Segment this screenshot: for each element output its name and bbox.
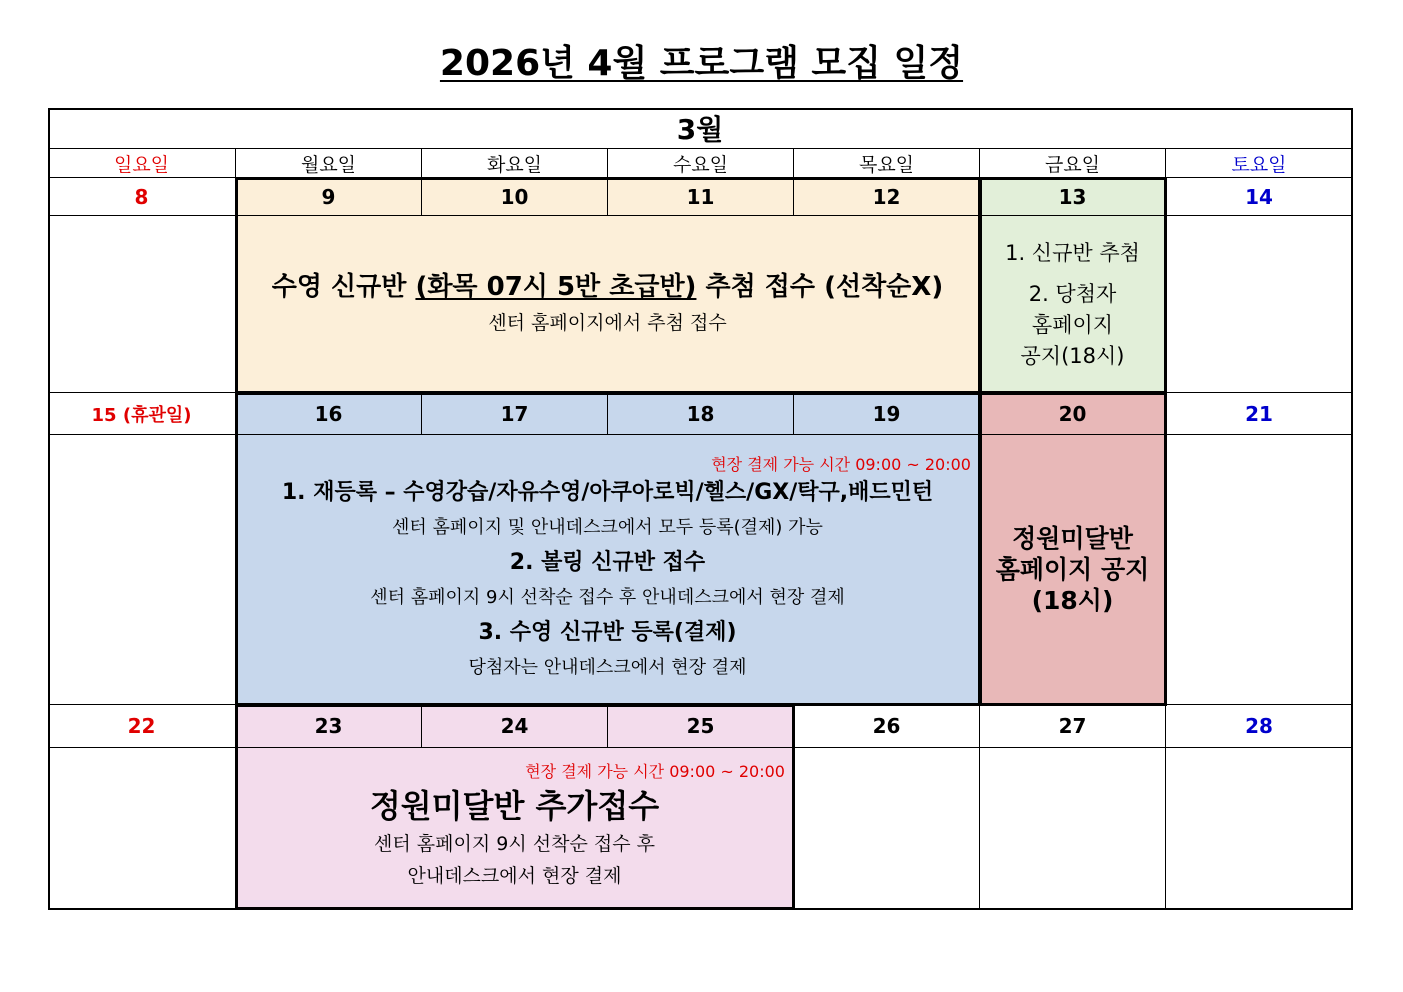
date-cell: 8	[48, 178, 236, 216]
weekday-tue: 화요일	[422, 149, 608, 178]
event-description: 안내데스크에서 현장 결제	[407, 865, 622, 887]
event-title: 정원미달반 추가접수	[369, 787, 660, 825]
date-cell: 27	[980, 705, 1166, 748]
date-cell: 11	[608, 178, 794, 216]
date-cell: 22	[48, 705, 236, 748]
event-title: 수영 신규반 (화목 07시 5반 초급반) 추첨 접수 (선착순X)	[271, 272, 944, 302]
date-cell: 23	[236, 705, 422, 748]
page-title: 2026년 4월 프로그램 모집 일정	[439, 43, 964, 84]
date-cell: 16	[236, 393, 422, 435]
event-item-desc: 센터 홈페이지 및 안내데스크에서 모두 등록(결제) 가능	[392, 517, 823, 538]
date-cell: 28	[1166, 705, 1353, 748]
date-cell: 26	[794, 705, 980, 748]
date-cell: 15 (휴관일)	[48, 393, 236, 435]
date-cell: 10	[422, 178, 608, 216]
date-cell: 21	[1166, 393, 1353, 435]
calendar-table	[48, 108, 1353, 910]
event-lottery-notice: 1. 신규반 추첨 2. 당첨자 홈페이지 공지(18시)	[980, 216, 1166, 393]
date-cell: 12	[794, 178, 980, 216]
weekday-thu: 목요일	[794, 149, 980, 178]
event-description: 센터 홈페이지 9시 선착순 접수 후	[374, 833, 655, 855]
date-cell: 17	[422, 393, 608, 435]
weekday-mon: 월요일	[236, 149, 422, 178]
weekday-fri: 금요일	[980, 149, 1166, 178]
date-cell: 24	[422, 705, 608, 748]
month-header: 3월	[48, 108, 1353, 149]
payment-hours-note: 현장 결제 가능 시간 09:00 ~ 20:00	[711, 455, 971, 474]
date-cell: 13	[980, 178, 1166, 216]
event-item-desc: 당첨자는 안내데스크에서 현장 결제	[468, 657, 747, 678]
event-item-title: 3. 수영 신규반 등록(결제)	[478, 620, 737, 645]
weekday-sun: 일요일	[48, 149, 236, 178]
date-cell: 9	[236, 178, 422, 216]
weekday-sat: 토요일	[1166, 149, 1353, 178]
event-item-title: 1. 재등록 – 수영강습/자유수영/아쿠아로빅/헬스/GX/탁구,배드민턴	[281, 480, 934, 505]
event-item-title: 2. 볼링 신규반 접수	[509, 550, 706, 575]
calendar-frame	[48, 108, 1353, 910]
payment-hours-note: 현장 결제 가능 시간 09:00 ~ 20:00	[525, 762, 785, 781]
date-cell: 25	[608, 705, 794, 748]
date-cell: 14	[1166, 178, 1353, 216]
date-cell: 20	[980, 393, 1166, 435]
event-item-desc: 센터 홈페이지 9시 선착순 접수 후 안내데스크에서 현장 결제	[370, 587, 845, 608]
event-vacancy-notice: 정원미달반 홈페이지 공지 (18시)	[980, 435, 1166, 705]
event-description: 센터 홈페이지에서 추첨 접수	[488, 312, 727, 334]
date-cell: 19	[794, 393, 980, 435]
date-cell: 18	[608, 393, 794, 435]
weekday-wed: 수요일	[608, 149, 794, 178]
